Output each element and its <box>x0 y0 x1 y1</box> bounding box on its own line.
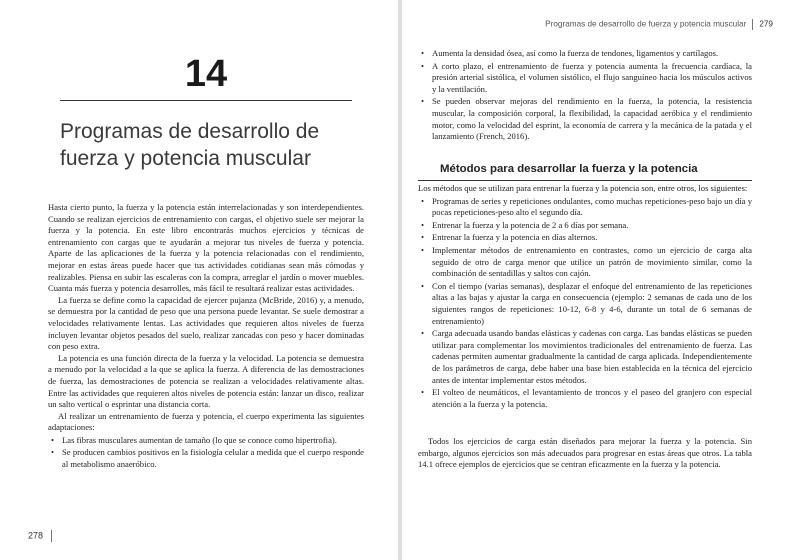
list-item <box>418 328 752 386</box>
bullet-icon: • <box>421 96 425 107</box>
right-page <box>402 0 800 560</box>
running-head <box>545 19 773 30</box>
chapter-title: Programas de desarrollo de fuerza y potencia muscular <box>60 120 320 170</box>
page-number: 279 <box>759 19 773 29</box>
list-item <box>418 245 752 280</box>
list-item <box>418 96 752 142</box>
adaptations-list-continued <box>418 48 752 143</box>
list-item-text: A corto plazo, el entrenamiento de fuerza y potencia aumenta la frecuencia cardíaca, la presión arterial sistólica, el volumen sistólico, el flujo sanguíneo hacia los músculos activos y la ventilación. <box>432 60 752 94</box>
list-item-text: Entrenar la fuerza y la potencia de 2 a 6 días por semana. <box>432 219 629 230</box>
page-number-left <box>28 530 52 542</box>
bullet-icon: • <box>421 232 425 243</box>
section-rule <box>418 180 752 181</box>
folio-divider <box>752 19 753 30</box>
list-item <box>48 447 364 470</box>
bullet-icon: • <box>421 387 425 398</box>
section-heading: Métodos para desarrollar la fuerza y la potencia <box>440 163 698 175</box>
left-body-text <box>48 202 364 474</box>
left-page <box>0 0 398 560</box>
running-head-title: Programas de desarrollo de fuerza y potencia muscular <box>545 19 747 29</box>
list-item-text: Con el tiempo (varias semanas), desplazar el enfoque del entrenamiento de las repeticiones altas a las bajas y ajustar la carga en consecuencia (ejemplo: 2 semanas de cada uno de los siguientes rangos de repeticiones: 10-12, 6-8 y 4-6, durante un total de 6 semanas de entrenamiento) <box>432 280 752 326</box>
list-item-text: Carga adecuada usando bandas elásticas y cadenas con carga. Las bandas elásticas se pueden utilizar para complementar los movimientos tradicionales del entrenamiento de fuerza. Las cadenas permiten aumentar gradualmente la cantidad de carga aplicada. Independientemente de los parámetros de carga, debe haber una base bien establecida en la técnica del ejercicio antes de intentar implementar estos métodos. <box>432 328 752 385</box>
adaptations-list <box>48 435 364 471</box>
chapter-number: 14 <box>184 53 228 95</box>
list-item-text: Entrenar la fuerza y la potencia en días alternos. <box>432 232 598 243</box>
bullet-icon: • <box>421 328 425 339</box>
bullet-icon: • <box>421 280 425 291</box>
list-item <box>418 48 752 60</box>
right-closing-text <box>418 436 752 471</box>
bullet-icon: • <box>421 219 425 230</box>
section-intro: Los métodos que se utilizan para entrenar la fuerza y la potencia son, entre otros, los siguientes: <box>418 183 748 193</box>
list-item-text: Programas de series y repeticiones ondulantes, como muchas repeticiones-peso bajo un día y pocas repeticiones-peso alto el segundo día. <box>432 195 752 218</box>
list-item <box>48 435 364 447</box>
folio-divider <box>51 530 52 542</box>
list-item <box>418 196 752 219</box>
bullet-icon: • <box>421 48 425 58</box>
list-item <box>418 281 752 327</box>
list-item-text: Se pueden observar mejoras del rendimiento en la fuerza, la potencia, la resistencia muscular, la composición corporal, la flexibilidad, la capacidad aeróbica y el rendimiento motor, como la velocidad del esprint, la economía de carrera y la mecánica de la patada y el lanzamiento (French, 2016). <box>432 96 752 142</box>
chapter-rule <box>60 100 352 101</box>
list-item-text: Aumenta la densidad ósea, así como la fuerza de tendones, ligamentos y cartílagos. <box>432 48 719 58</box>
right-main-text <box>418 183 752 413</box>
bullet-icon: • <box>51 447 55 458</box>
paragraph: Al realizar un entrenamiento de fuerza y potencia, el cuerpo experimenta las siguientes adaptaciones: <box>48 410 364 433</box>
list-item-text: Implementar métodos de entrenamiento en contrastes, como un ejercicio de carga alta seguido de otro de carga menor que utilice un patrón de movimiento similar, como la combinación de sentadillas y saltos con cajón. <box>432 244 752 279</box>
bullet-icon: • <box>421 60 425 71</box>
list-item <box>418 387 752 410</box>
paragraph: Todos los ejercicios de carga están diseñados para mejorar la fuerza y la potencia. Sin embargo, algunos ejercicios son más adecuados para progresar en estas áreas que otros. La tabla 14.1 ofrece ejemplos de ejercicios que se centran eficazmente en la fuerza y la potencia. <box>418 436 752 470</box>
list-item <box>418 61 752 96</box>
list-item-text: Las fibras musculares aumentan de tamaño (lo que se conoce como hipertrofia). <box>62 434 337 445</box>
paragraph: La potencia es una función directa de la fuerza y la velocidad. La potencia se demuestra a menudo por la velocidad a la que se aplica la fuerza. A diferencia de las demostraciones de fuerza, las demostraciones de potencia se realizan a velocidades relativamente altas. Entre las actividades que requieren altos niveles de potencia están: lanzar un disco, realizar un salto vertical o esprintar una distancia corta. <box>48 352 364 410</box>
list-item-text: Se producen cambios positivos en la fisiología celular a medida que el cuerpo responde al metabolismo anaeróbico. <box>62 447 364 470</box>
paragraph: La fuerza se define como la capacidad de ejercer pujanza (McBride, 2016) y, a menudo, se demuestra por la cantidad de peso que una persona puede levantar. Se suele demostrar a velocidades relativamente lentas. Las actividades que requieren altos niveles de fuerza incluyen levantar objetos pesados del suelo, realizar zancadas con peso y hacer dominadas con peso extra. <box>48 294 364 352</box>
list-item <box>418 232 752 244</box>
bullet-icon: • <box>51 434 55 445</box>
list-item-text: El volteo de neumáticos, el levantamiento de troncos y el paseo del granjero con especial atención a la fuerza y la potencia. <box>432 387 752 409</box>
bullet-icon: • <box>421 195 425 206</box>
methods-list <box>418 196 752 411</box>
right-top-text <box>418 47 752 146</box>
paragraph: Hasta cierto punto, la fuerza y la potencia están interrelacionadas y son interdependientes. Cuando se realizan ejercicios de entrenamiento con cargas, el objetivo suele ser mejorar la fuerza y la potencia. En este libro encontrarás muchos ejercicios y técnicas de entrenamiento con cargas que te ayudarán a mejorar tus niveles de fuerza y potencia. Aparte de las aplicaciones de la fuerza y la potencia relacionadas con el rendimiento, mejorar en estas áreas puede hacer que tus actividades cotidianas sean más cómodas y realizables. Piensa en subir las escaleras con la compra, arreglar el jardín o mover muebles. Cuanta más fuerza y potencia desarrolles, más fácil te resultará realizar estas actividades. <box>48 202 364 294</box>
bullet-icon: • <box>421 244 425 255</box>
page-number: 278 <box>28 530 44 541</box>
list-item <box>418 220 752 232</box>
